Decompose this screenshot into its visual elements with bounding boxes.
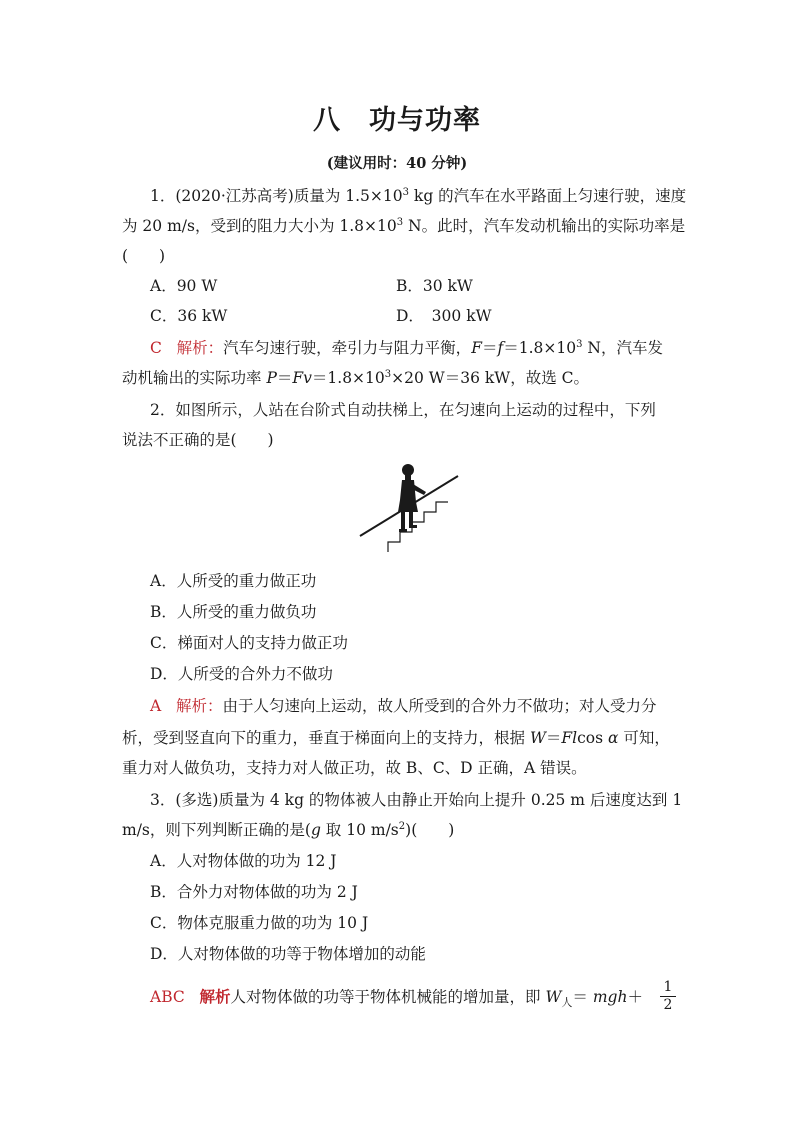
q3-answer-letter: ABC bbox=[150, 988, 185, 1006]
q1-option-c: C．36 kW bbox=[150, 307, 228, 325]
q1-answer-line-2: 动机输出的实际功率 $P=Fv=1.8\times 10^3\times 20$ W＝36 kW，故选 C。 bbox=[122, 368, 589, 387]
q2-answer-letter: A bbox=[150, 697, 162, 715]
q1-option-d: D． 300 kW bbox=[396, 307, 492, 325]
q1-option-a: A．90 W bbox=[150, 277, 218, 295]
q3-option-c: C．物体克服重力做的功为 10 J bbox=[150, 914, 369, 932]
q1-line-2: 为 20 m/s，受到的阻力大小为 $1.8\times 10^3$ N。此时，汽车发动机输出的实际功率是 bbox=[122, 216, 686, 235]
q3-line-2: m/s，则下列判断正确的是(g 取 10 $m/s^2$)( ) bbox=[122, 820, 455, 839]
q1-line-1: 1．(2020·江苏高考)质量为 $1.5\times 10^3$ kg 的汽车在水平路面上匀速行驶，速度 bbox=[150, 186, 687, 205]
q1-option-b: B．30 kW bbox=[396, 277, 473, 295]
q2-option-a: A．人所受的重力做正功 bbox=[150, 572, 317, 590]
q2-answer-label: 解析： bbox=[175, 697, 223, 715]
q3-option-d: D．人对物体做的功等于物体增加的动能 bbox=[150, 945, 426, 963]
q3-answer-label: 解析 bbox=[199, 987, 231, 1006]
q3-line-1: 3．(多选)质量为 4 kg 的物体被人由静止开始向上提升 0.25 m 后速度达到 1 bbox=[150, 791, 683, 809]
page-title: 八 功与功率 bbox=[313, 105, 481, 136]
q2-answer-line-3: 重力对人做负功，支持力对人做正功，故 B、C、D 正确，A 错误。 bbox=[122, 759, 587, 777]
escalator-figure bbox=[356, 462, 466, 554]
fraction-one-half: 1 2 bbox=[660, 980, 676, 1013]
q2-answer-line-2: 析，受到竖直向下的重力，垂直于梯面向上的支持力，根据 W＝Flcos α 可知， bbox=[122, 729, 670, 747]
q2-answer-line-1: A 解析：由于人匀速向上运动，故人所受到的合外力不做功；对人受力分 bbox=[150, 697, 657, 715]
q2-line-1: 2．如图所示，人站在台阶式自动扶梯上，在匀速向上运动的过程中，下列 bbox=[150, 401, 656, 419]
q3-answer-line-1: ABC 解析人对物体做的功等于物体机械能的增加量，即 $W_人= mgh+$ bbox=[150, 987, 643, 1010]
q1-line-3: ( ) bbox=[122, 247, 166, 265]
q3-option-b: B．合外力对物体做的功为 2 J bbox=[150, 883, 358, 901]
q1-answer-letter: C bbox=[150, 339, 162, 357]
escalator-steps bbox=[388, 502, 448, 552]
q2-option-b: B．人所受的重力做负功 bbox=[150, 603, 317, 621]
q1-answer-label: 解析： bbox=[176, 339, 224, 357]
q2-line-2: 说法不正确的是( ) bbox=[122, 431, 274, 449]
q2-option-d: D．人所受的合外力不做功 bbox=[150, 665, 333, 683]
q2-option-c: C．梯面对人的支持力做正功 bbox=[150, 634, 348, 652]
q1-answer-line-1: C 解析：汽车匀速行驶，牵引力与阻力平衡，$F=f=1.8\times 10^3$ N，汽车发 bbox=[150, 338, 663, 357]
suggested-time: (建议用时：40 分钟) bbox=[326, 155, 468, 172]
q3-option-a: A．人对物体做的功为 12 J bbox=[150, 852, 337, 870]
